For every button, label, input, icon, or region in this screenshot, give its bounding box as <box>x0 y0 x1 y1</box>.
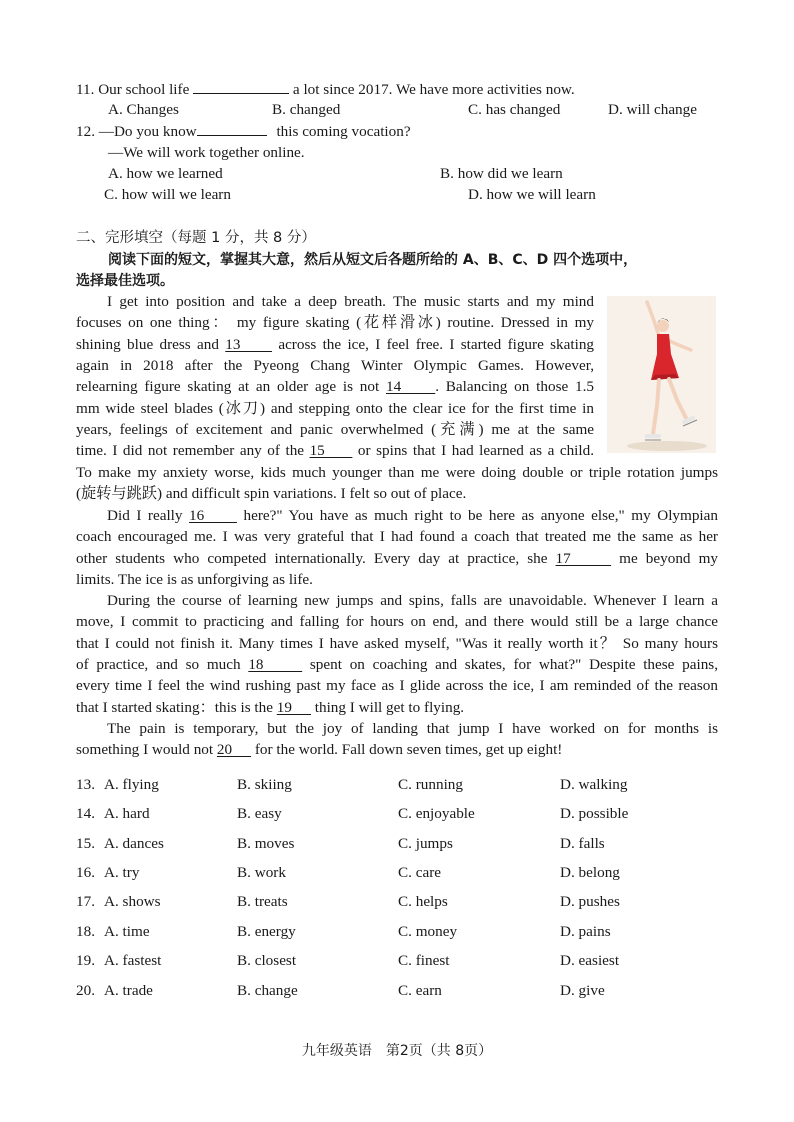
cloze-option-row <box>76 803 726 824</box>
passage-text: for the world. Fall down seven times, get up eight! <box>251 741 563 759</box>
option-a: A. hard <box>104 805 150 822</box>
question-number: 19. <box>76 952 95 969</box>
option-a: A. try <box>104 864 140 881</box>
option-a: A. dances <box>104 835 164 852</box>
q11-option-a: A. Changes <box>108 101 179 118</box>
option-c: C. care <box>398 864 442 881</box>
cloze-option-row <box>76 862 726 883</box>
cloze-blank-13: 13 <box>225 335 273 353</box>
passage-line: To make my anxiety worse, kids much younger than me were doing double or triple rotation jumps <box>76 463 718 481</box>
option-d: D. falls <box>560 835 605 852</box>
option-a: A. trade <box>104 982 153 999</box>
passage-text: me beyond my <box>611 549 719 567</box>
option-c: C. money <box>398 923 458 940</box>
answer-blank <box>193 78 289 94</box>
option-d: D. belong <box>560 864 620 881</box>
cloze-blank-19: 19 <box>276 698 311 716</box>
cloze-blank-17: 17 <box>555 549 612 567</box>
question-number: 20. <box>76 982 95 999</box>
passage-text: here?" You have as much right to be here as anyone else," my Olympian <box>236 507 718 524</box>
cloze-blank-20: 20 <box>216 741 252 759</box>
option-c: C. helps <box>398 893 448 910</box>
q12-option-d: D. how we will learn <box>468 186 596 203</box>
passage-line: focuses on one thing： my figure skating (花样滑冰) routine. Dressed in my <box>76 314 594 332</box>
option-a: A. shows <box>104 893 161 910</box>
passage-line <box>76 739 718 760</box>
passage-line: limits. The ice is as unforgiving as life. <box>76 571 313 589</box>
option-d: D. possible <box>560 805 629 822</box>
question-number: 16. <box>76 864 95 881</box>
cloze-blank-16: 16 <box>189 507 237 524</box>
passage-text: that I started skating：this is the <box>76 698 277 716</box>
passage-text: shining blue dress and <box>76 335 226 353</box>
option-d: D. walking <box>560 776 628 793</box>
passage-line <box>76 654 718 675</box>
cloze-blank-15: 15 <box>309 442 353 460</box>
passage-paragraph-4 <box>76 718 718 761</box>
question-number: 14. <box>76 805 95 822</box>
passage-text: relearning figure skating at an older age is not <box>76 378 387 396</box>
question-number: 17. <box>76 893 95 910</box>
passage-text: Did I really <box>107 507 190 524</box>
q11-option-d: D. will change <box>608 101 697 118</box>
option-a: A. fastest <box>104 952 162 969</box>
cloze-option-row <box>76 950 726 971</box>
option-c: C. finest <box>398 952 450 969</box>
cloze-blank-14: 14 <box>386 378 436 396</box>
passage-line <box>76 376 594 397</box>
passage-line <box>76 548 718 569</box>
section-title: 二、完形填空（每题 1 分，共 8 分） <box>76 230 316 246</box>
option-c: C. jumps <box>398 835 453 852</box>
section-instruction-cont: 选择最佳选项。 <box>76 273 174 289</box>
passage-line <box>76 505 718 526</box>
option-c: C. enjoyable <box>398 805 475 822</box>
passage-text: time. I did not remember any of the <box>76 442 310 460</box>
question-number: 18. <box>76 923 95 940</box>
question-12-reply: —We will work together online. <box>108 144 305 161</box>
question-12-stem: 12. —Do you know this coming vocation? <box>76 120 411 142</box>
passage-paragraph-2 <box>76 505 718 590</box>
passage-line: (旋转与跳跃) and difficult spin variations. I felt so out of place. <box>76 485 467 503</box>
option-d: D. pains <box>560 923 611 940</box>
passage-line <box>76 697 718 718</box>
passage-line: coach encouraged me. I was very grateful that I had found a coach that treated me the same as her <box>76 528 718 546</box>
passage-line: The pain is temporary, but the joy of landing that jump I have worked on for months is <box>107 720 718 737</box>
option-b: B. closest <box>237 952 297 969</box>
option-b: B. energy <box>237 923 296 940</box>
cloze-option-row <box>76 921 726 942</box>
passage-text: across the ice, I feel free. I started figure skating <box>272 335 595 353</box>
q12-option-c: C. how will we learn <box>104 186 231 203</box>
option-b: B. skiing <box>237 776 292 793</box>
option-d: D. give <box>560 982 605 999</box>
passage-text: . Balancing on those 1.5 <box>435 378 595 396</box>
q11-option-b: B. changed <box>272 101 341 118</box>
option-b: B. work <box>237 864 286 881</box>
passage-line: I get into position and take a deep breath. The music starts and my mind <box>107 293 594 310</box>
question-number: 13. <box>76 776 95 793</box>
option-c: C. earn <box>398 982 442 999</box>
passage-text: thing I will get to flying. <box>310 698 465 716</box>
passage-text: spent on coaching and skates, for what?" Despite these pains, <box>302 656 718 674</box>
page-footer: 九年级英语 第2页（共 8页） <box>301 1043 493 1059</box>
passage-line: every time I feel the wind rushing past my face as I glide across the ice, I am reminded of the reason <box>76 677 718 695</box>
passage-line: move, I commit to practicing and falling for hours on end, and there would still be a large chance <box>76 613 718 631</box>
passage-text: other students who competed internationally. Every day at practice, she <box>76 549 556 567</box>
option-a: A. flying <box>104 776 159 793</box>
passage-paragraph-1 <box>76 291 718 504</box>
passage-line: that I could not finish it. Many times I have asked myself, "Was it really worth it？ So many hours <box>76 634 718 652</box>
passage-line: again in 2018 after the Pyeong Chang Winter Olympic Games. However, <box>76 357 594 375</box>
passage-text: or spins that I had learned as a child. <box>352 442 595 460</box>
passage-line: years, feelings of excitement and panic overwhelmed (充满) me at the same <box>76 421 594 439</box>
question-number: 15. <box>76 835 95 852</box>
passage-line: mm wide steel blades (冰刀) and stepping onto the clear ice for the first time in <box>76 399 594 417</box>
cloze-option-row <box>76 833 726 854</box>
question-11-stem: 11. Our school life a lot since 2017. We have more activities now. <box>76 78 575 100</box>
option-a: A. time <box>104 923 150 940</box>
option-b: B. easy <box>237 805 282 822</box>
q11-option-c: C. has changed <box>468 101 561 118</box>
cloze-option-row <box>76 980 726 1001</box>
passage-line <box>76 440 594 461</box>
option-b: B. treats <box>237 893 288 910</box>
passage-text: something I would not <box>76 741 217 759</box>
passage-paragraph-3 <box>76 590 718 718</box>
section-instruction: 阅读下面的短文，掌握其大意，然后从短文后各题所给的 A、B、C、D 四个选项中， <box>108 252 638 268</box>
option-d: D. pushes <box>560 893 620 910</box>
cloze-blank-18: 18 <box>248 656 303 674</box>
q12-option-b: B. how did we learn <box>440 165 563 182</box>
cloze-option-row <box>76 891 726 912</box>
option-c: C. running <box>398 776 463 793</box>
answer-blank <box>197 120 267 136</box>
passage-line: During the course of learning new jumps and spins, falls are unavoidable. Whenever I learn a <box>107 592 718 609</box>
option-b: B. moves <box>237 835 295 852</box>
option-b: B. change <box>237 982 298 999</box>
cloze-option-row <box>76 774 726 795</box>
option-d: D. easiest <box>560 952 620 969</box>
passage-text: of practice, and so much <box>76 656 249 674</box>
q12-option-a: A. how we learned <box>108 165 223 182</box>
passage-line <box>76 334 594 355</box>
